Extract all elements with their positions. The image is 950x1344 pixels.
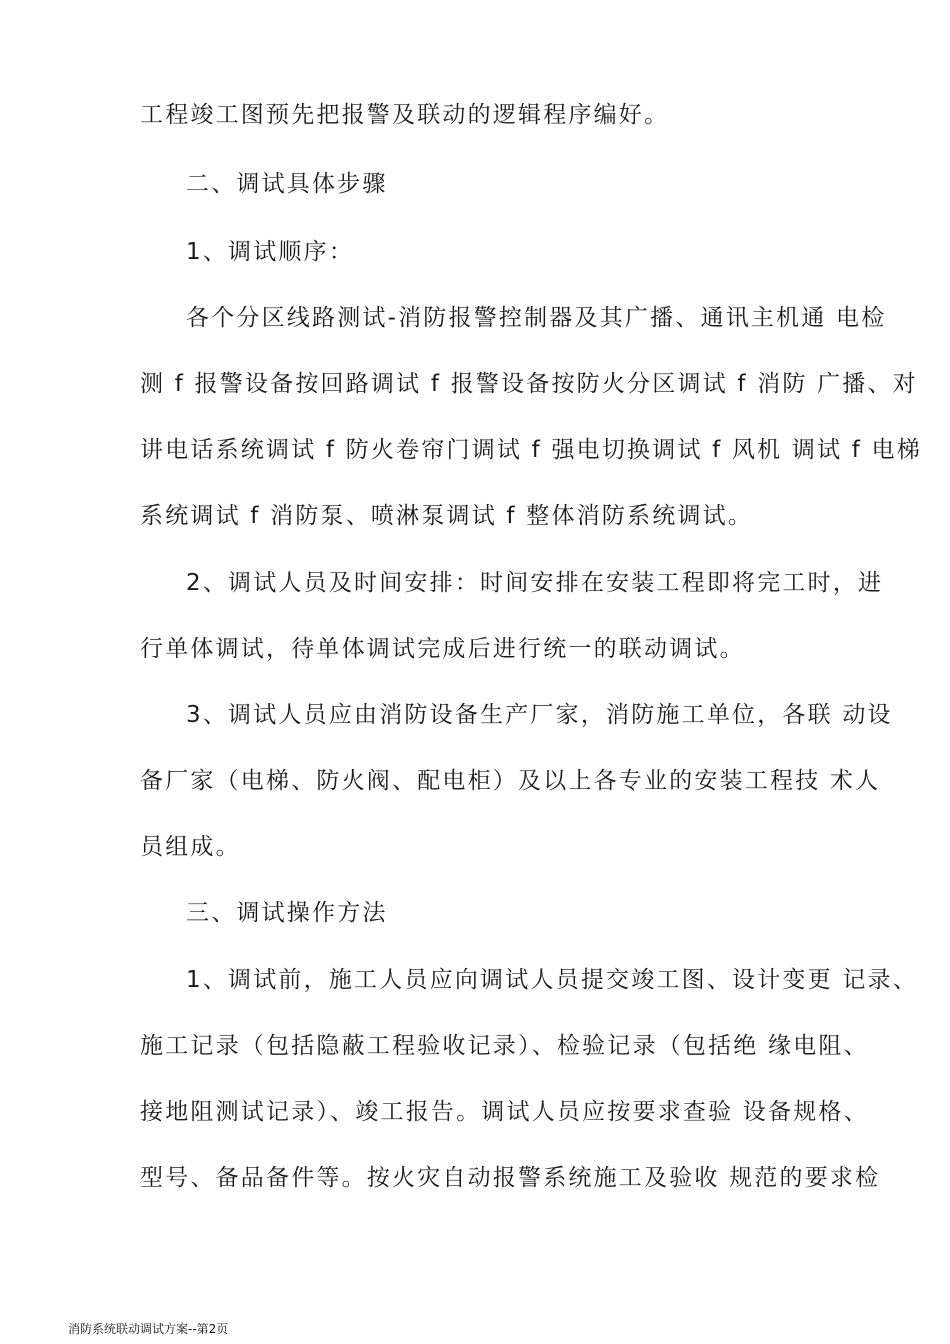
text-line: 测 f 报警设备按回路调试 f 报警设备按防火分区调试 f 消防 广播、对	[140, 371, 918, 397]
text-line: 系统调试 f 消防泵、喷淋泵调试 f 整体消防系统调试。	[140, 503, 754, 529]
text-line: 备厂家（电梯、防火阀、配电柜）及以上各专业的安装工程技 术人	[140, 768, 881, 794]
text-line: 施工记录（包括隐蔽工程验收记录）、检验记录（包括绝 缘电阻、	[140, 1033, 869, 1059]
text-line: 各个分区线路测试-消防报警控制器及其广播、通讯主机通 电检	[186, 305, 887, 331]
subsection-heading: 1、调试顺序：	[186, 239, 355, 265]
text-line: 接地阻测试记录）、竣工报告。调试人员应按要求查验 设备规格、	[140, 1099, 869, 1125]
text-line: 2、调试人员及时间安排：时间安排在安装工程即将完工时，进	[186, 570, 884, 596]
text-line: 1、调试前，施工人员应向调试人员提交竣工图、设计变更 记录、	[186, 967, 918, 993]
section-heading: 二、调试具体步骤	[186, 171, 388, 197]
text-line: 讲电话系统调试 f 防火卷帘门调试 f 强电切换调试 f 风机 调试 f 电梯	[140, 437, 922, 463]
text-line: 工程竣工图预先把报警及联动的逻辑程序编好。	[140, 102, 670, 128]
page-footer: 消防系统联动调试方案--第2页	[68, 1322, 229, 1336]
text-line: 行单体调试，待单体调试完成后进行统一的联动调试。	[140, 636, 745, 662]
text-line: 员组成。	[140, 834, 241, 860]
text-line: 3、调试人员应由消防设备生产厂家，消防施工单位，各联 动设	[186, 702, 893, 728]
text-line: 型号、备品备件等。按火灾自动报警系统施工及验收 规范的要求检	[140, 1165, 881, 1191]
section-heading: 三、调试操作方法	[186, 900, 388, 926]
